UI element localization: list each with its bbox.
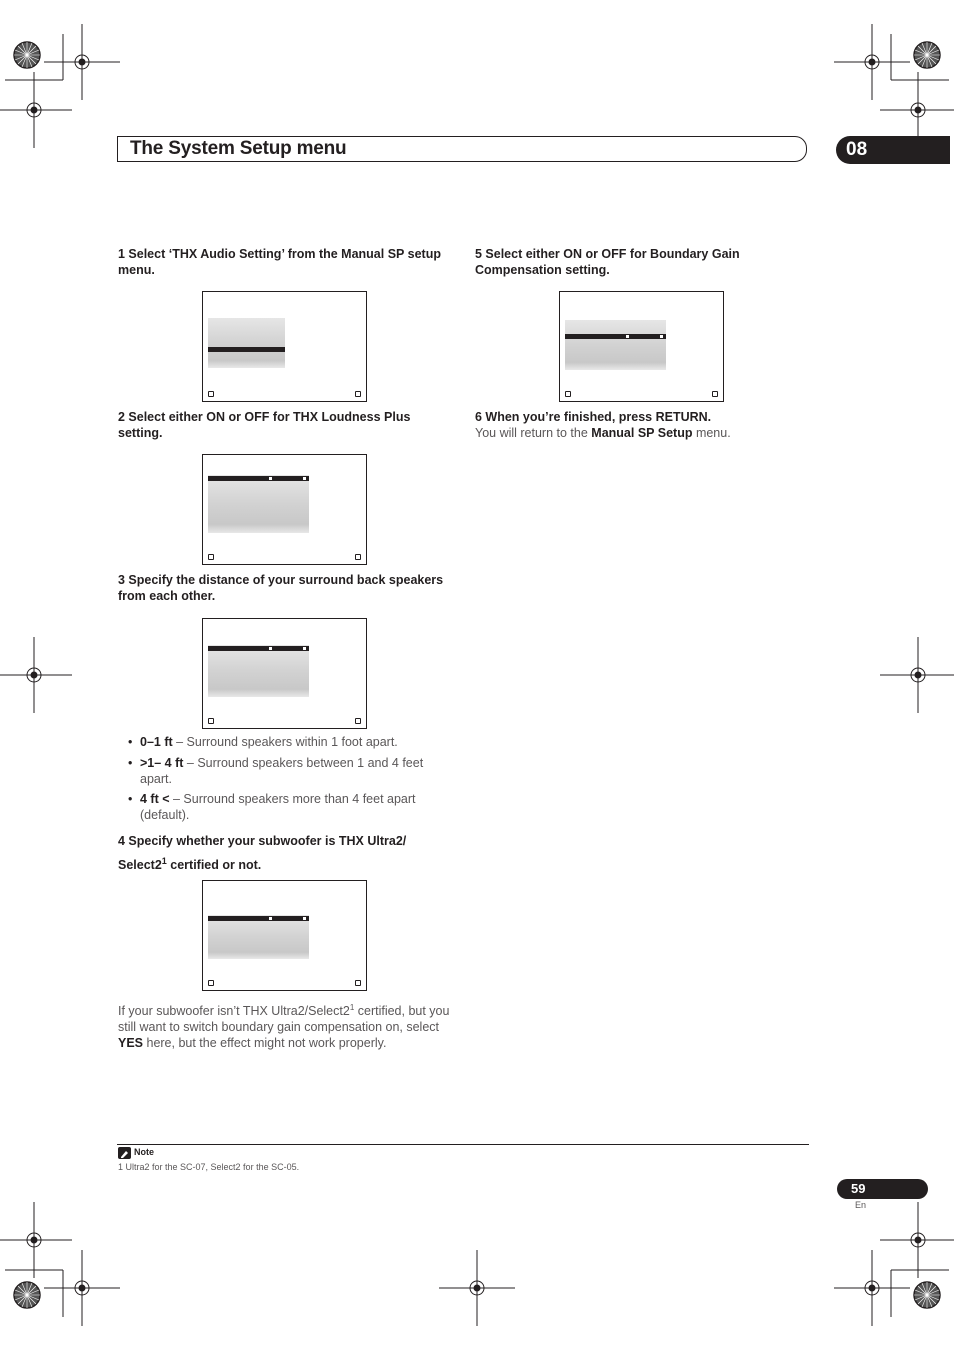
osd-menu-panel [208,318,285,368]
bullet-term: 4 ft < [140,792,170,806]
page-title: The System Setup menu [130,138,347,159]
note-label: Note [134,1147,154,1157]
note-pre: If your subwoofer isn’t THX Ultra2/Select2 [118,1004,350,1019]
osd-enter-icon [355,391,361,397]
bullet-symbol: • [128,735,133,749]
osd-menu-panel [208,915,309,959]
bullet-item [128,791,450,823]
step-4-text-a: 4 Specify whether your subwoofer is THX Ultra2/ [118,834,407,848]
osd-return-icon [208,718,214,724]
footer-divider [117,1144,809,1145]
step-3-heading: 3 Specify the distance of your surround back speakers from each other. [118,573,444,603]
osd-return-icon [208,554,214,560]
page-number: 59 [851,1181,866,1196]
step-4-heading [118,831,453,875]
osd-menu-panel [565,320,666,370]
osd-enter-icon [355,554,361,560]
osd-selected-row [208,646,309,651]
step-6-heading: 6 When you’re finished, press RETURN. [475,410,712,424]
subwoofer-note-paragraph [118,1000,458,1051]
right-arrow-icon [303,647,306,650]
osd-selected-row [208,476,309,481]
footnote-ref: 1 [349,1003,355,1012]
left-arrow-icon [269,477,272,480]
right-arrow-icon [660,335,663,338]
step-6-post: menu. [692,426,731,440]
right-arrow-icon [303,917,306,920]
step-2-heading: 2 Select either ON or OFF for THX Loudness Plus setting. [118,410,411,440]
left-arrow-icon [626,335,629,338]
left-arrow-icon [269,647,272,650]
step-6-pre: You will return to the [475,426,592,440]
osd-selected-row [565,334,666,339]
bullet-term: 0–1 ft [140,735,173,749]
note-bold: YES [118,1036,144,1051]
osd-enter-icon [355,718,361,724]
bullet-desc: – Surround speakers within 1 foot apart. [172,735,398,749]
osd-return-icon [565,391,571,397]
step-4-text-b: Select2 [118,858,162,873]
osd-enter-icon [355,980,361,986]
step-6-body [475,425,805,441]
chapter-number: 08 [846,139,868,160]
note-mid: certified, but you still want to switch boundary gain compensation on, select [118,1004,450,1035]
left-arrow-icon [269,917,272,920]
osd-screen-step-3 [202,618,367,729]
note-post: here, but the effect might not work properly. [143,1036,387,1051]
bullet-symbol: • [128,756,133,770]
osd-selected-row [208,347,285,352]
step-4-text-c: certified or not. [166,858,262,873]
step-5-heading: 5 Select either ON or OFF for Boundary Gain Compensation setting. [475,247,740,277]
step-1-heading: 1 Select ‘THX Audio Setting’ from the Manual SP setup menu. [118,247,441,277]
note-icon [118,1147,131,1159]
osd-return-icon [208,391,214,397]
bullet-desc: – Surround speakers between 1 and 4 feet apart. [140,756,424,786]
osd-menu-panel [208,645,309,697]
osd-menu-panel [208,475,309,533]
bullet-item [128,734,450,750]
osd-enter-icon [712,391,718,397]
osd-screen-step-2 [202,454,367,565]
language-code: En [855,1200,867,1210]
bullet-desc: – Surround speakers more than 4 feet apart (default). [140,792,416,822]
osd-selected-row [208,916,309,921]
right-arrow-icon [303,477,306,480]
osd-screen-step-1 [202,291,367,402]
step-6-bold: Manual SP Setup [591,426,693,440]
osd-screen-step-5 [559,291,724,402]
footnote-text: 1 Ultra2 for the SC-07, Select2 for the SC-05. [118,1162,300,1172]
footnote-ref: 1 [161,856,167,866]
osd-screen-step-4 [202,880,367,991]
osd-return-icon [208,980,214,986]
bullet-term: >1– 4 ft [140,756,184,770]
bullet-item [128,755,450,787]
bullet-symbol: • [128,792,133,806]
